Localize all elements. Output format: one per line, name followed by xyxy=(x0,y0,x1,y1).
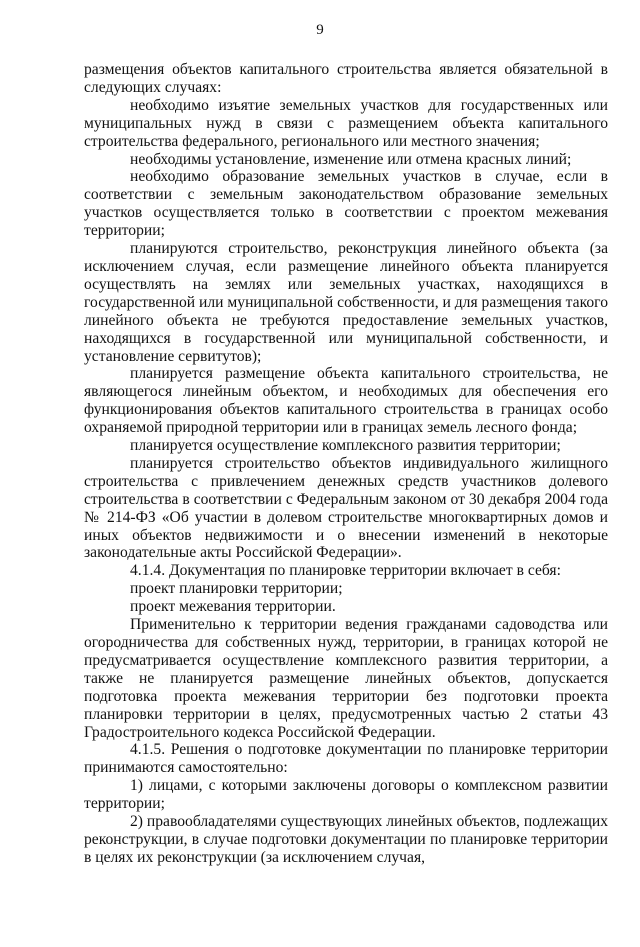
section-heading-4-1-5: 4.1.5. Решения о подготовке документации по планировке территории принимаются самостоятельно: xyxy=(84,741,608,777)
paragraph-list-item: проект межевания территории. xyxy=(130,598,336,616)
paragraph-list-item: 2) правообладателями существующих линейных объектов, подлежащих реконструкции, в случае подготовки документации по планировке территории в целях их реконструкции (за исключением случая, xyxy=(84,813,608,866)
section-heading-4-1-4: 4.1.4. Документация по планировке территории включает в себя: xyxy=(130,562,561,580)
paragraph-list-item: 1) лицами, с которыми заключены договоры о комплексном развитии территории; xyxy=(84,777,608,813)
paragraph-list-item: планируются строительство, реконструкция линейного объекта (за исключением случая, если размещение линейного объекта планируется осуществлять на землях или земельных участках, находящихся в государственной или муниципальной собственности, и для размещения такого линейного объекта не требуются предоставление земельных участков, находящихся в государственной или муниципальной собственности, и установление сервитутов); xyxy=(84,240,608,365)
paragraph-list-item: планируется строительство объектов индивидуального жилищного строительства с привлечением денежных средств участников долевого строительства в соответствии с Федеральным законом от 30 декабря 2004 года № 214-ФЗ «Об участии в долевом строительстве многоквартирных домов и иных объектов недвижимости и о внесении изменений в некоторые законодательные акты Российской Федерации». xyxy=(84,454,608,562)
paragraph-list-item: проект планировки территории; xyxy=(130,580,343,598)
paragraph-list-item: необходимо изъятие земельных участков для государственных или муниципальных нужд в связи с размещением объекта капитального строительства федерального, регионального или местного значения; xyxy=(84,96,608,150)
paragraph-continuation: размещения объектов капитального строительства является обязательной в следующих случаях: xyxy=(84,61,608,96)
page-number: 9 xyxy=(316,22,324,38)
paragraph-list-item: планируется осуществление комплексного развития территории; xyxy=(130,437,561,455)
paragraph-list-item: необходимо образование земельных участков в случае, если в соответствии с земельным законодательством образование земельных участков осуществляется только в соответствии с проектом межевания территории; xyxy=(84,168,608,240)
document-body xyxy=(84,61,608,867)
paragraph-list-item: планируется размещение объекта капитального строительства, не являющегося линейным объектом, и необходимых для обеспечения его функционирования объектов капитального строительства в границах особо охраняемой природной территории или в границах земель лесного фонда; xyxy=(84,365,608,437)
paragraph-list-item: необходимы установление, изменение или отмена красных линий; xyxy=(130,150,572,168)
paragraph: Применительно к территории ведения гражданами садоводства или огородничества для собственных нужд, территории, в границах которой не предусматривается осуществление комплексного развития территории, а также не планируется размещение линейных объектов, допускается подготовка проекта межевания территории без подготовки проекта планировки территории в целях, предусмотренных частью 2 статьи 43 Градостроительного кодекса Российской Федерации. xyxy=(84,616,608,741)
